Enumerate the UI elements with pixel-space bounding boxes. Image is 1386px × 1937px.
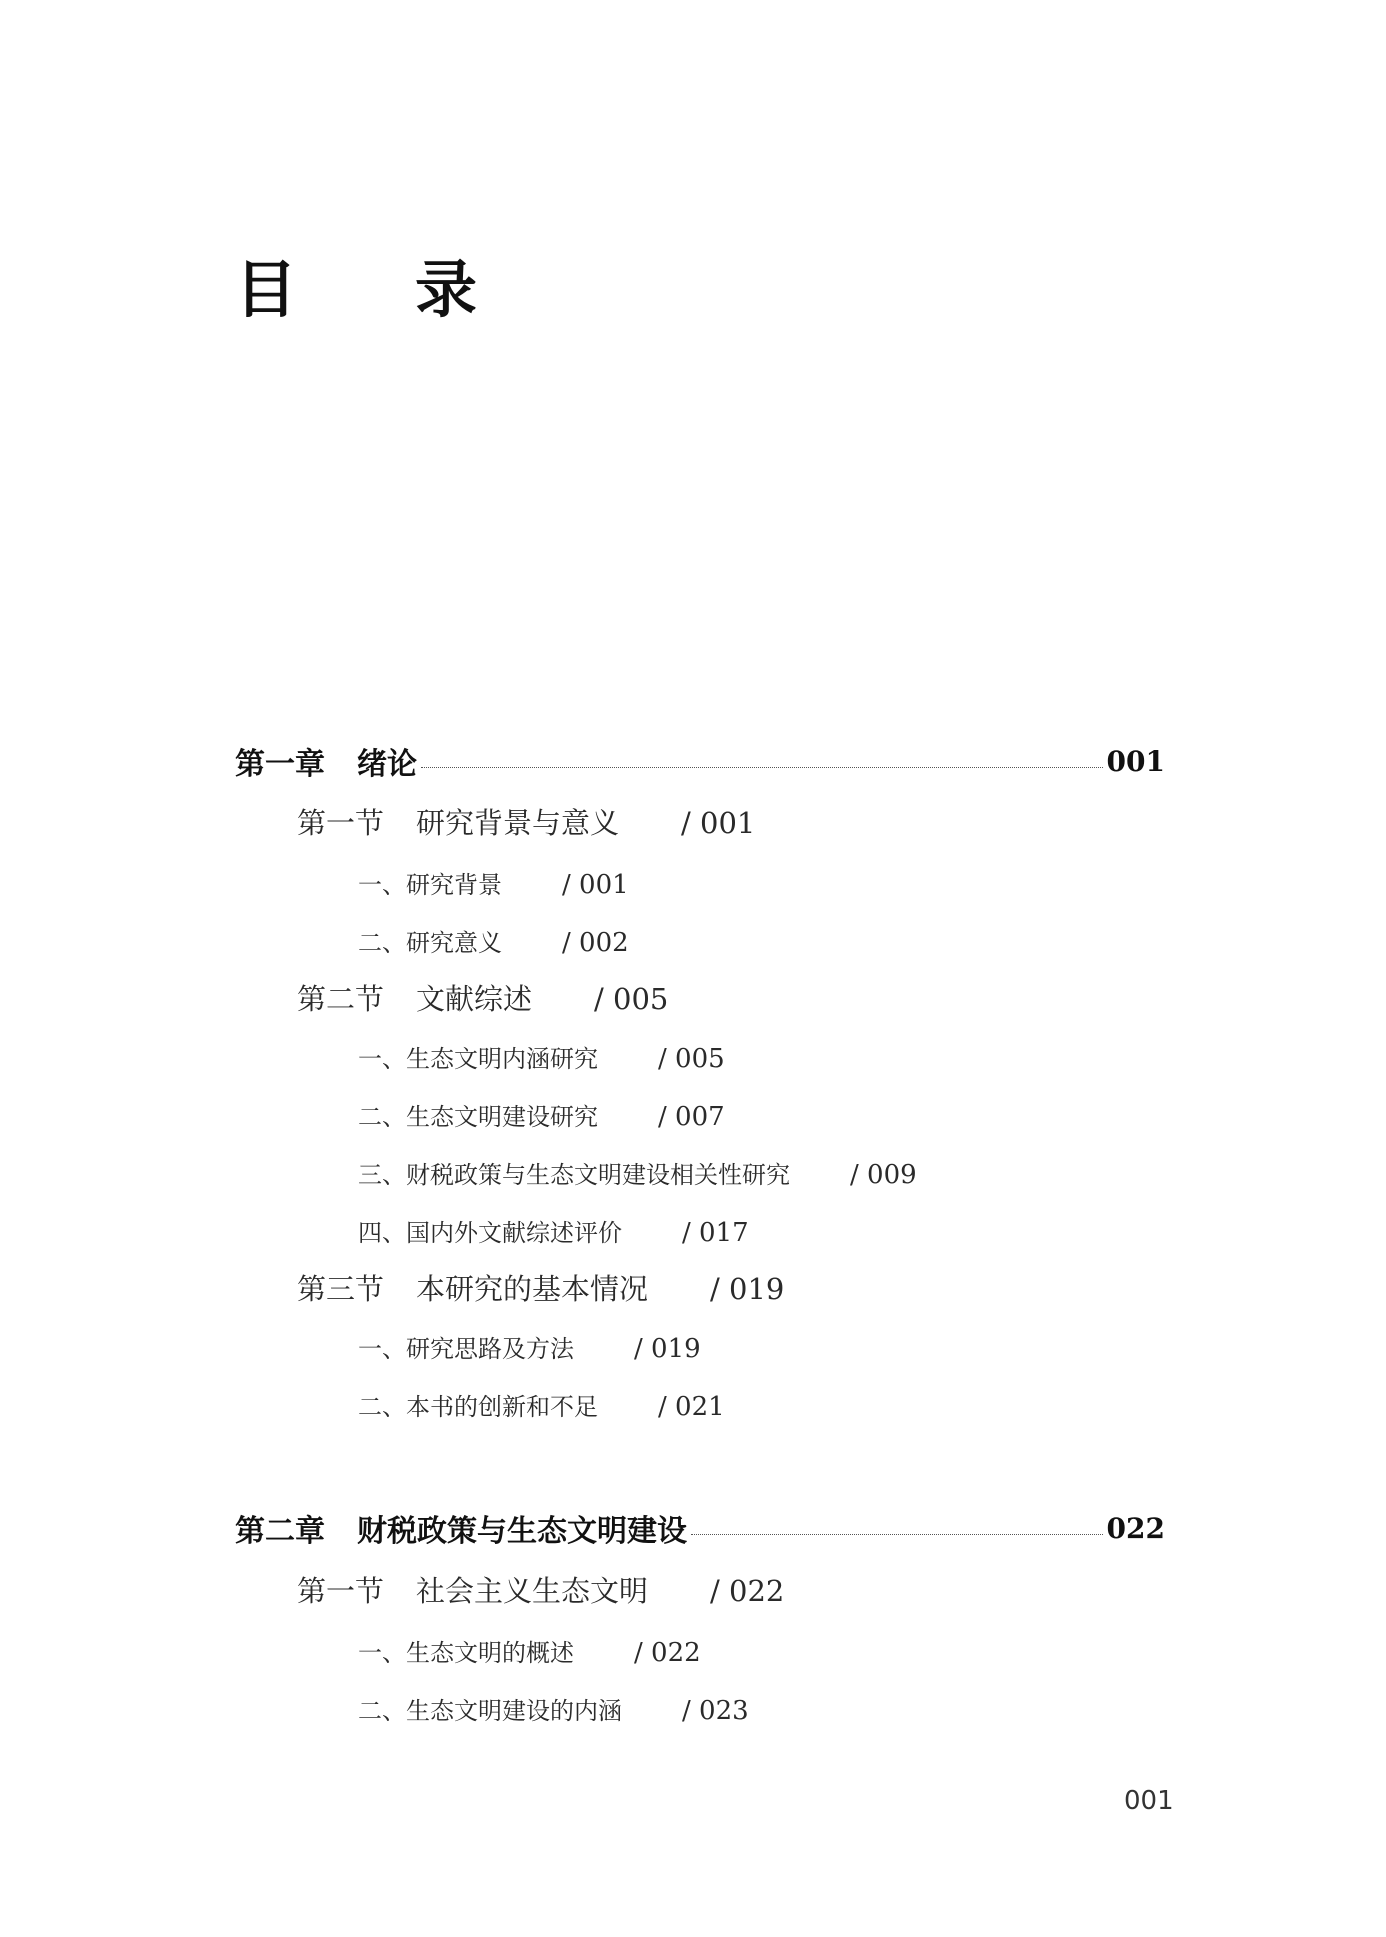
page-folio: 001: [1124, 1786, 1174, 1816]
subsection-label: 二、本书的创新和不足: [358, 1393, 598, 1421]
subsection-label: 二、生态文明建设研究: [358, 1103, 598, 1131]
subsection-label: 一、研究思路及方法: [358, 1335, 574, 1363]
chapter-title: 绪论: [357, 747, 417, 782]
section-number: 第一节: [297, 806, 385, 840]
chapter-title: 财税政策与生态文明建设: [357, 1514, 687, 1549]
section-page-number: / 001: [681, 806, 756, 840]
subsection-page-number: / 019: [634, 1334, 701, 1364]
toc-section[interactable]: [297, 1267, 785, 1306]
toc-subsection[interactable]: [358, 1633, 701, 1668]
section-number: 第三节: [297, 1272, 385, 1306]
toc-section[interactable]: [297, 801, 756, 840]
dot-leader: [421, 767, 1103, 768]
page-title: [235, 240, 477, 329]
subsection-page-number: / 005: [658, 1044, 725, 1074]
section-page-number: / 019: [710, 1272, 785, 1306]
chapter-page-number: 022: [1106, 1511, 1165, 1545]
section-title: 社会主义生态文明: [416, 1574, 649, 1608]
toc-subsection[interactable]: [358, 1097, 725, 1132]
subsection-label: 四、国内外文献综述评价: [358, 1219, 622, 1247]
toc-subsection[interactable]: [358, 1387, 725, 1422]
toc-section[interactable]: [297, 1569, 785, 1608]
subsection-page-number: / 023: [682, 1696, 749, 1726]
section-number: 第一节: [297, 1574, 385, 1608]
toc-subsection[interactable]: [358, 1155, 917, 1190]
page-title-char-1: 目: [235, 253, 298, 326]
toc-subsection[interactable]: [358, 1691, 749, 1726]
section-page-number: / 022: [710, 1574, 785, 1608]
section-number: 第二节: [297, 982, 385, 1016]
section-title: 本研究的基本情况: [416, 1272, 649, 1306]
subsection-page-number: / 007: [658, 1102, 725, 1132]
subsection-label: 一、研究背景: [358, 871, 502, 899]
toc-subsection[interactable]: [358, 1213, 749, 1248]
subsection-page-number: / 022: [634, 1638, 701, 1668]
subsection-label: 二、研究意义: [358, 929, 502, 957]
toc-chapter-2[interactable]: [235, 1508, 1165, 1548]
subsection-page-number: / 009: [850, 1160, 917, 1190]
subsection-label: 三、财税政策与生态文明建设相关性研究: [358, 1161, 790, 1189]
toc-subsection[interactable]: [358, 923, 629, 958]
toc-chapter-1[interactable]: [235, 741, 1165, 781]
section-page-number: / 005: [594, 982, 669, 1016]
subsection-page-number: / 001: [562, 870, 629, 900]
toc-subsection[interactable]: [358, 865, 629, 900]
chapter-page-number: 001: [1106, 744, 1165, 778]
subsection-page-number: / 002: [562, 928, 629, 958]
toc-subsection[interactable]: [358, 1039, 725, 1074]
toc-section[interactable]: [297, 977, 669, 1016]
subsection-page-number: / 021: [658, 1392, 725, 1422]
subsection-label: 一、生态文明的概述: [358, 1639, 574, 1667]
subsection-label: 一、生态文明内涵研究: [358, 1045, 598, 1073]
chapter-number: 第二章: [235, 1514, 325, 1549]
page-title-char-2: 录: [415, 253, 478, 326]
subsection-page-number: / 017: [682, 1218, 749, 1248]
section-title: 文献综述: [416, 982, 533, 1016]
section-title: 研究背景与意义: [416, 806, 620, 840]
subsection-label: 二、生态文明建设的内涵: [358, 1697, 622, 1725]
toc-subsection[interactable]: [358, 1329, 701, 1364]
dot-leader: [691, 1534, 1103, 1535]
chapter-number: 第一章: [235, 747, 325, 782]
